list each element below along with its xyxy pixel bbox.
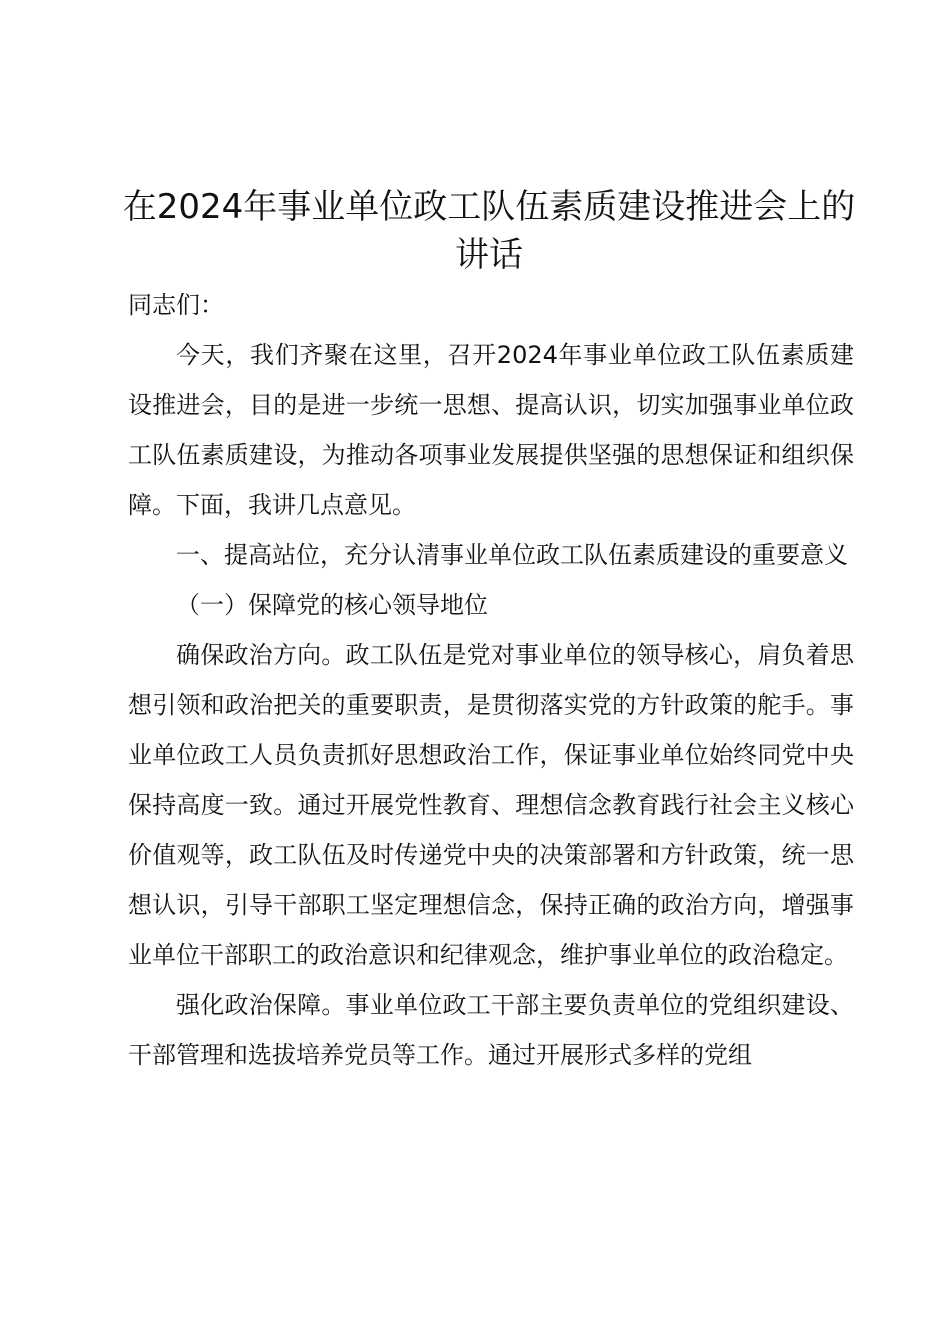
document-title: 在2024年事业单位政工队伍素质建设推进会上的讲话 <box>122 187 856 275</box>
section-heading-1: 一、提高站位，充分认清事业单位政工队伍素质建设的重要意义 <box>176 541 848 569</box>
paragraph-political-guarantee: 强化政治保障。事业单位政工干部主要负责单位的党组织建设、干部管理和选拔培养党员等工作。通过开展形式多样的党组 <box>128 991 854 1069</box>
document-body <box>128 280 854 1080</box>
paragraph-political-direction: 确保政治方向。政工队伍是党对事业单位的领导核心，肩负着思想引领和政治把关的重要职责，是贯彻落实党的方针政策的舵手。事业单位政工人员负责抓好思想政治工作，保证事业单位始终同党中央保持高度一致。通过开展党性教育、理想信念教育践行社会主义核心价值观等，政工队伍及时传递党中央的决策部署和方针政策，统一思想认识，引导干部职工坚定理想信念，保持正确的政治方向，增强事业单位干部职工的政治意识和纪律观念，维护事业单位的政治稳定。 <box>128 641 854 969</box>
subsection-heading-1: （一）保障党的核心领导地位 <box>176 591 488 619</box>
paragraph-intro: 今天，我们齐聚在这里，召开2024年事业单位政工队伍素质建设推进会，目的是进一步统一思想、提高认识，切实加强事业单位政工队伍素质建设，为推动各项事业发展提供坚强的思想保证和组织保障。下面，我讲几点意见。 <box>128 341 854 519</box>
salutation: 同志们： <box>128 291 224 319</box>
